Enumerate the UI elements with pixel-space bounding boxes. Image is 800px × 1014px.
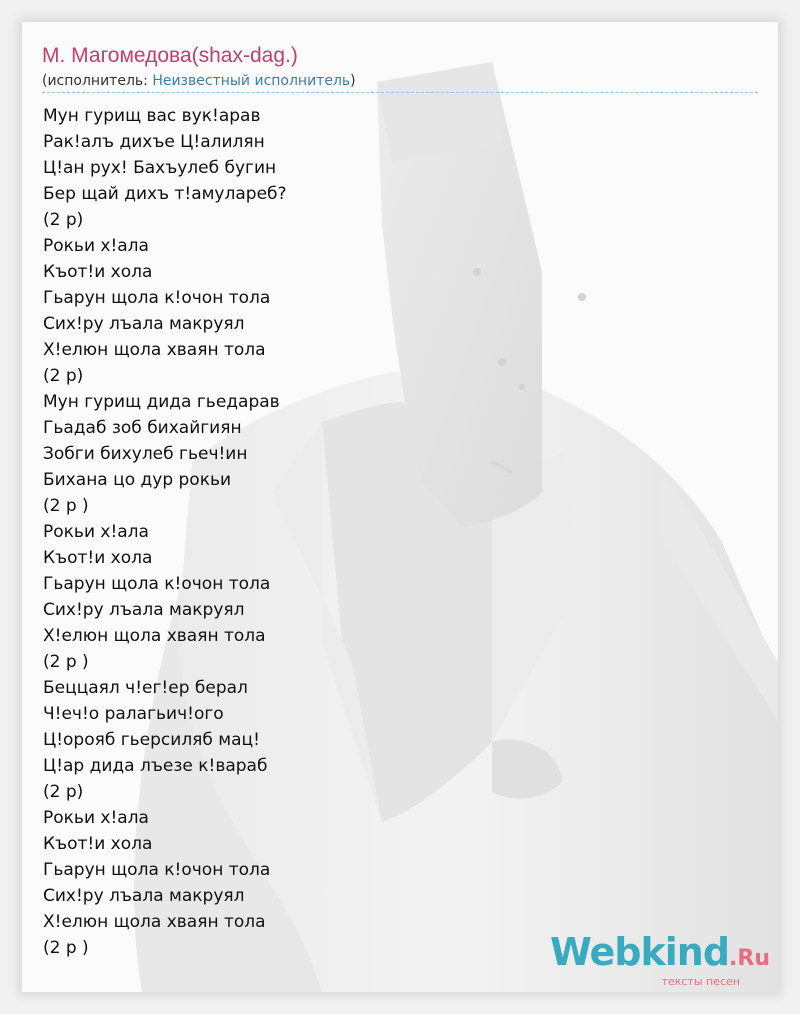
- lyric-line: (2 р ): [43, 938, 89, 958]
- lyric-line: Сих!ру лъала макруял: [43, 600, 245, 620]
- site-logo[interactable]: [550, 932, 770, 988]
- lyric-line: Гьарун щола к!очон тола: [43, 288, 271, 308]
- lyric-line: Сих!ру лъала макруял: [43, 314, 245, 334]
- lyric-line: Къот!и хола: [43, 834, 153, 854]
- brand-name: [550, 932, 770, 979]
- lyrics-text: [43, 103, 543, 961]
- lyric-line: Сих!ру лъала макруял: [43, 886, 245, 906]
- lyric-line: Х!елюн щола хваян тола: [43, 912, 266, 932]
- lyric-line: Рокьи х!ала: [43, 808, 149, 828]
- lyric-line: Беццаял ч!ег!ер берал: [43, 678, 248, 698]
- brand-tagline: тексты песен: [661, 975, 740, 988]
- brand-tld: .Ru: [729, 946, 770, 971]
- header-divider: [42, 92, 758, 93]
- artist-link[interactable]: Неизвестный исполнитель: [152, 73, 351, 89]
- lyric-line: Къот!и хола: [43, 262, 153, 282]
- lyrics-card: [22, 22, 778, 992]
- byline-suffix: ): [350, 73, 356, 89]
- lyric-line: Ц!ан рух! Бахъулеб бугин: [43, 158, 277, 178]
- lyric-line: Мун гурищ дида гьедарав: [43, 392, 280, 412]
- lyric-line: Гьадаб зоб бихайгиян: [43, 418, 242, 438]
- lyric-line: Рокьи х!ала: [43, 236, 149, 256]
- lyric-line: Гьарун щола к!очон тола: [43, 860, 271, 880]
- lyric-line: Ц!орояб гьерсиляб мац!: [43, 730, 260, 750]
- byline-prefix: (исполнитель:: [42, 73, 153, 89]
- lyric-line: Бер щай дихъ т!амулареб?: [43, 184, 287, 204]
- song-header: [42, 42, 758, 91]
- lyric-line: Х!елюн щола хваян тола: [43, 340, 266, 360]
- lyric-line: Рак!алъ дихъе Ц!алилян: [43, 132, 265, 152]
- lyric-line: Ч!еч!о ралагьич!ого: [43, 704, 224, 724]
- lyric-line: Мун гурищ вас вук!арав: [43, 106, 261, 126]
- lyric-line: Бихана цо дур рокьи: [43, 470, 232, 490]
- lyric-line: (2 р ): [43, 652, 89, 672]
- lyric-line: (2 р): [43, 782, 84, 802]
- lyric-line: Гьарун щола к!очон тола: [43, 574, 271, 594]
- lyric-line: (2 р): [43, 366, 84, 386]
- lyric-line: (2 р ): [43, 496, 89, 516]
- lyric-line: Къот!и хола: [43, 548, 153, 568]
- artist-byline: [42, 71, 758, 91]
- lyric-line: Рокьи х!ала: [43, 522, 149, 542]
- brand-wordmark: Webkind: [549, 930, 730, 974]
- lyric-line: Х!елюн щола хваян тола: [43, 626, 266, 646]
- lyric-line: Зобги бихулеб гьеч!ин: [43, 444, 248, 464]
- lyric-line: (2 р): [43, 210, 84, 230]
- song-title: М. Магомедова(shax-dag.): [42, 44, 298, 67]
- lyric-line: Ц!ар дида лъезе к!вараб: [43, 756, 268, 776]
